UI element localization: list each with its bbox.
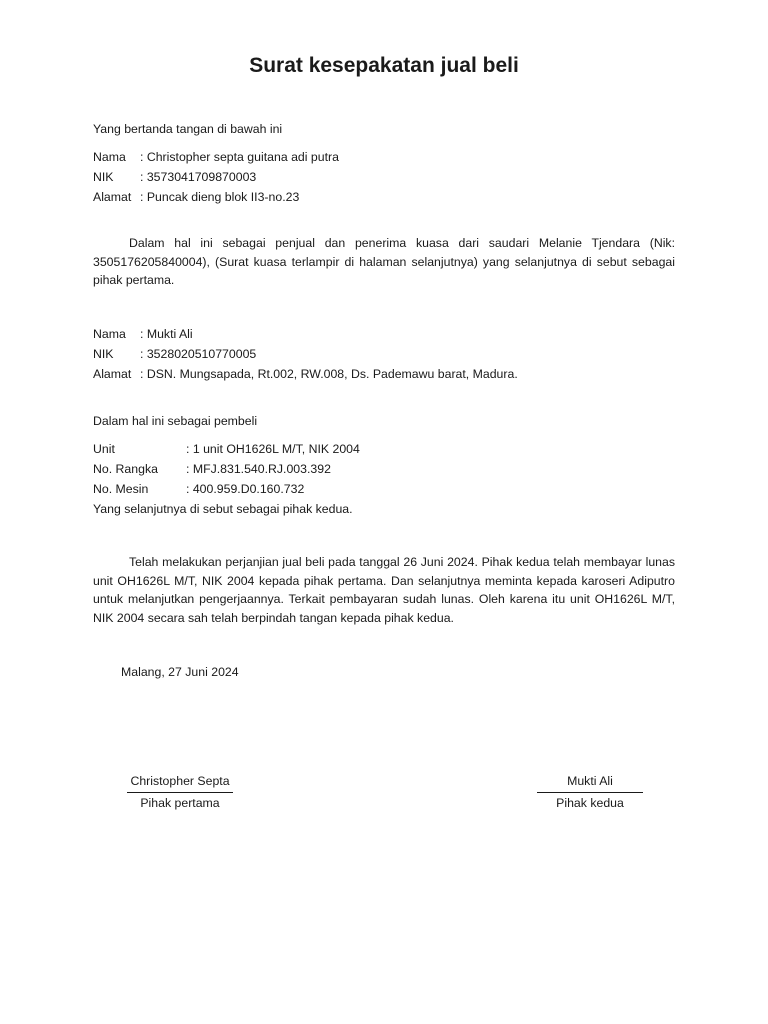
intro-text: Yang bertanda tangan di bawah ini (93, 122, 283, 136)
field-value: : Mukti Ali (140, 327, 193, 341)
field-label: No. Mesin (93, 482, 149, 496)
buyer-address-row (93, 366, 518, 382)
place-date: Malang, 27 Juni 2024 (121, 665, 239, 679)
engine-number-row (93, 481, 304, 497)
field-value: : 400.959.D0.160.732 (186, 482, 305, 496)
signature-role: Pihak kedua (556, 796, 624, 810)
buyer-note: Dalam hal ini sebagai pembeli (93, 414, 258, 428)
document-title: Surat kesepakatan jual beli (249, 54, 519, 77)
signature-second-party (537, 773, 643, 811)
field-value: : 1 unit OH1626L M/T, NIK 2004 (186, 442, 360, 456)
field-label: Nama (93, 150, 126, 164)
field-label: NIK (93, 170, 114, 184)
signature-name: Mukti Ali (537, 773, 643, 793)
signature-name: Christopher Septa (127, 773, 233, 793)
field-label: NIK (93, 347, 114, 361)
signature-first-party (127, 773, 233, 811)
field-value: : DSN. Mungsapada, Rt.002, RW.008, Ds. Pademawu barat, Madura. (140, 367, 518, 381)
chassis-number-row (93, 461, 331, 477)
seller-address-row (93, 189, 299, 205)
second-party-note: Yang selanjutnya di sebut sebagai pihak kedua. (93, 502, 353, 516)
field-label: Unit (93, 442, 115, 456)
field-label: Alamat (93, 367, 132, 381)
field-label: Nama (93, 327, 126, 341)
field-value: : MFJ.831.540.RJ.003.392 (186, 462, 331, 476)
field-value: : 3528020510770005 (140, 347, 257, 361)
signature-role: Pihak pertama (140, 796, 220, 810)
agreement-paragraph: Telah melakukan perjanjian jual beli pada tanggal 26 Juni 2024. Pihak kedua telah membayar lunas unit OH1626L M/T, NIK 2004 kepada pihak pertama. Dan selanjutnya meminta kepada karoseri Adiputro untuk melanjutkan pengerjaannya. Terkait pembayaran sudah lunas. Oleh karena itu unit OH1626L M/T, NIK 2004 secara sah telah berpindah tangan kepada pihak kedua. (93, 555, 675, 625)
seller-paragraph: Dalam hal ini sebagai penjual dan penerima kuasa dari saudari Melanie Tjendara (Nik: 3505176205840004), (Surat kuasa terlampir di halaman selanjutnya) yang selanjutnya di sebut sebagai pihak pertama. (93, 236, 675, 287)
field-value: : Puncak dieng blok II3-no.23 (140, 190, 300, 204)
seller-name-row (93, 149, 339, 165)
field-value: : Christopher septa guitana adi putra (140, 150, 339, 164)
field-label: No. Rangka (93, 462, 158, 476)
seller-nik-row (93, 169, 256, 185)
field-value: : 3573041709870003 (140, 170, 257, 184)
field-label: Alamat (93, 190, 132, 204)
unit-row (93, 441, 360, 457)
buyer-name-row (93, 326, 193, 342)
buyer-nik-row (93, 346, 256, 362)
